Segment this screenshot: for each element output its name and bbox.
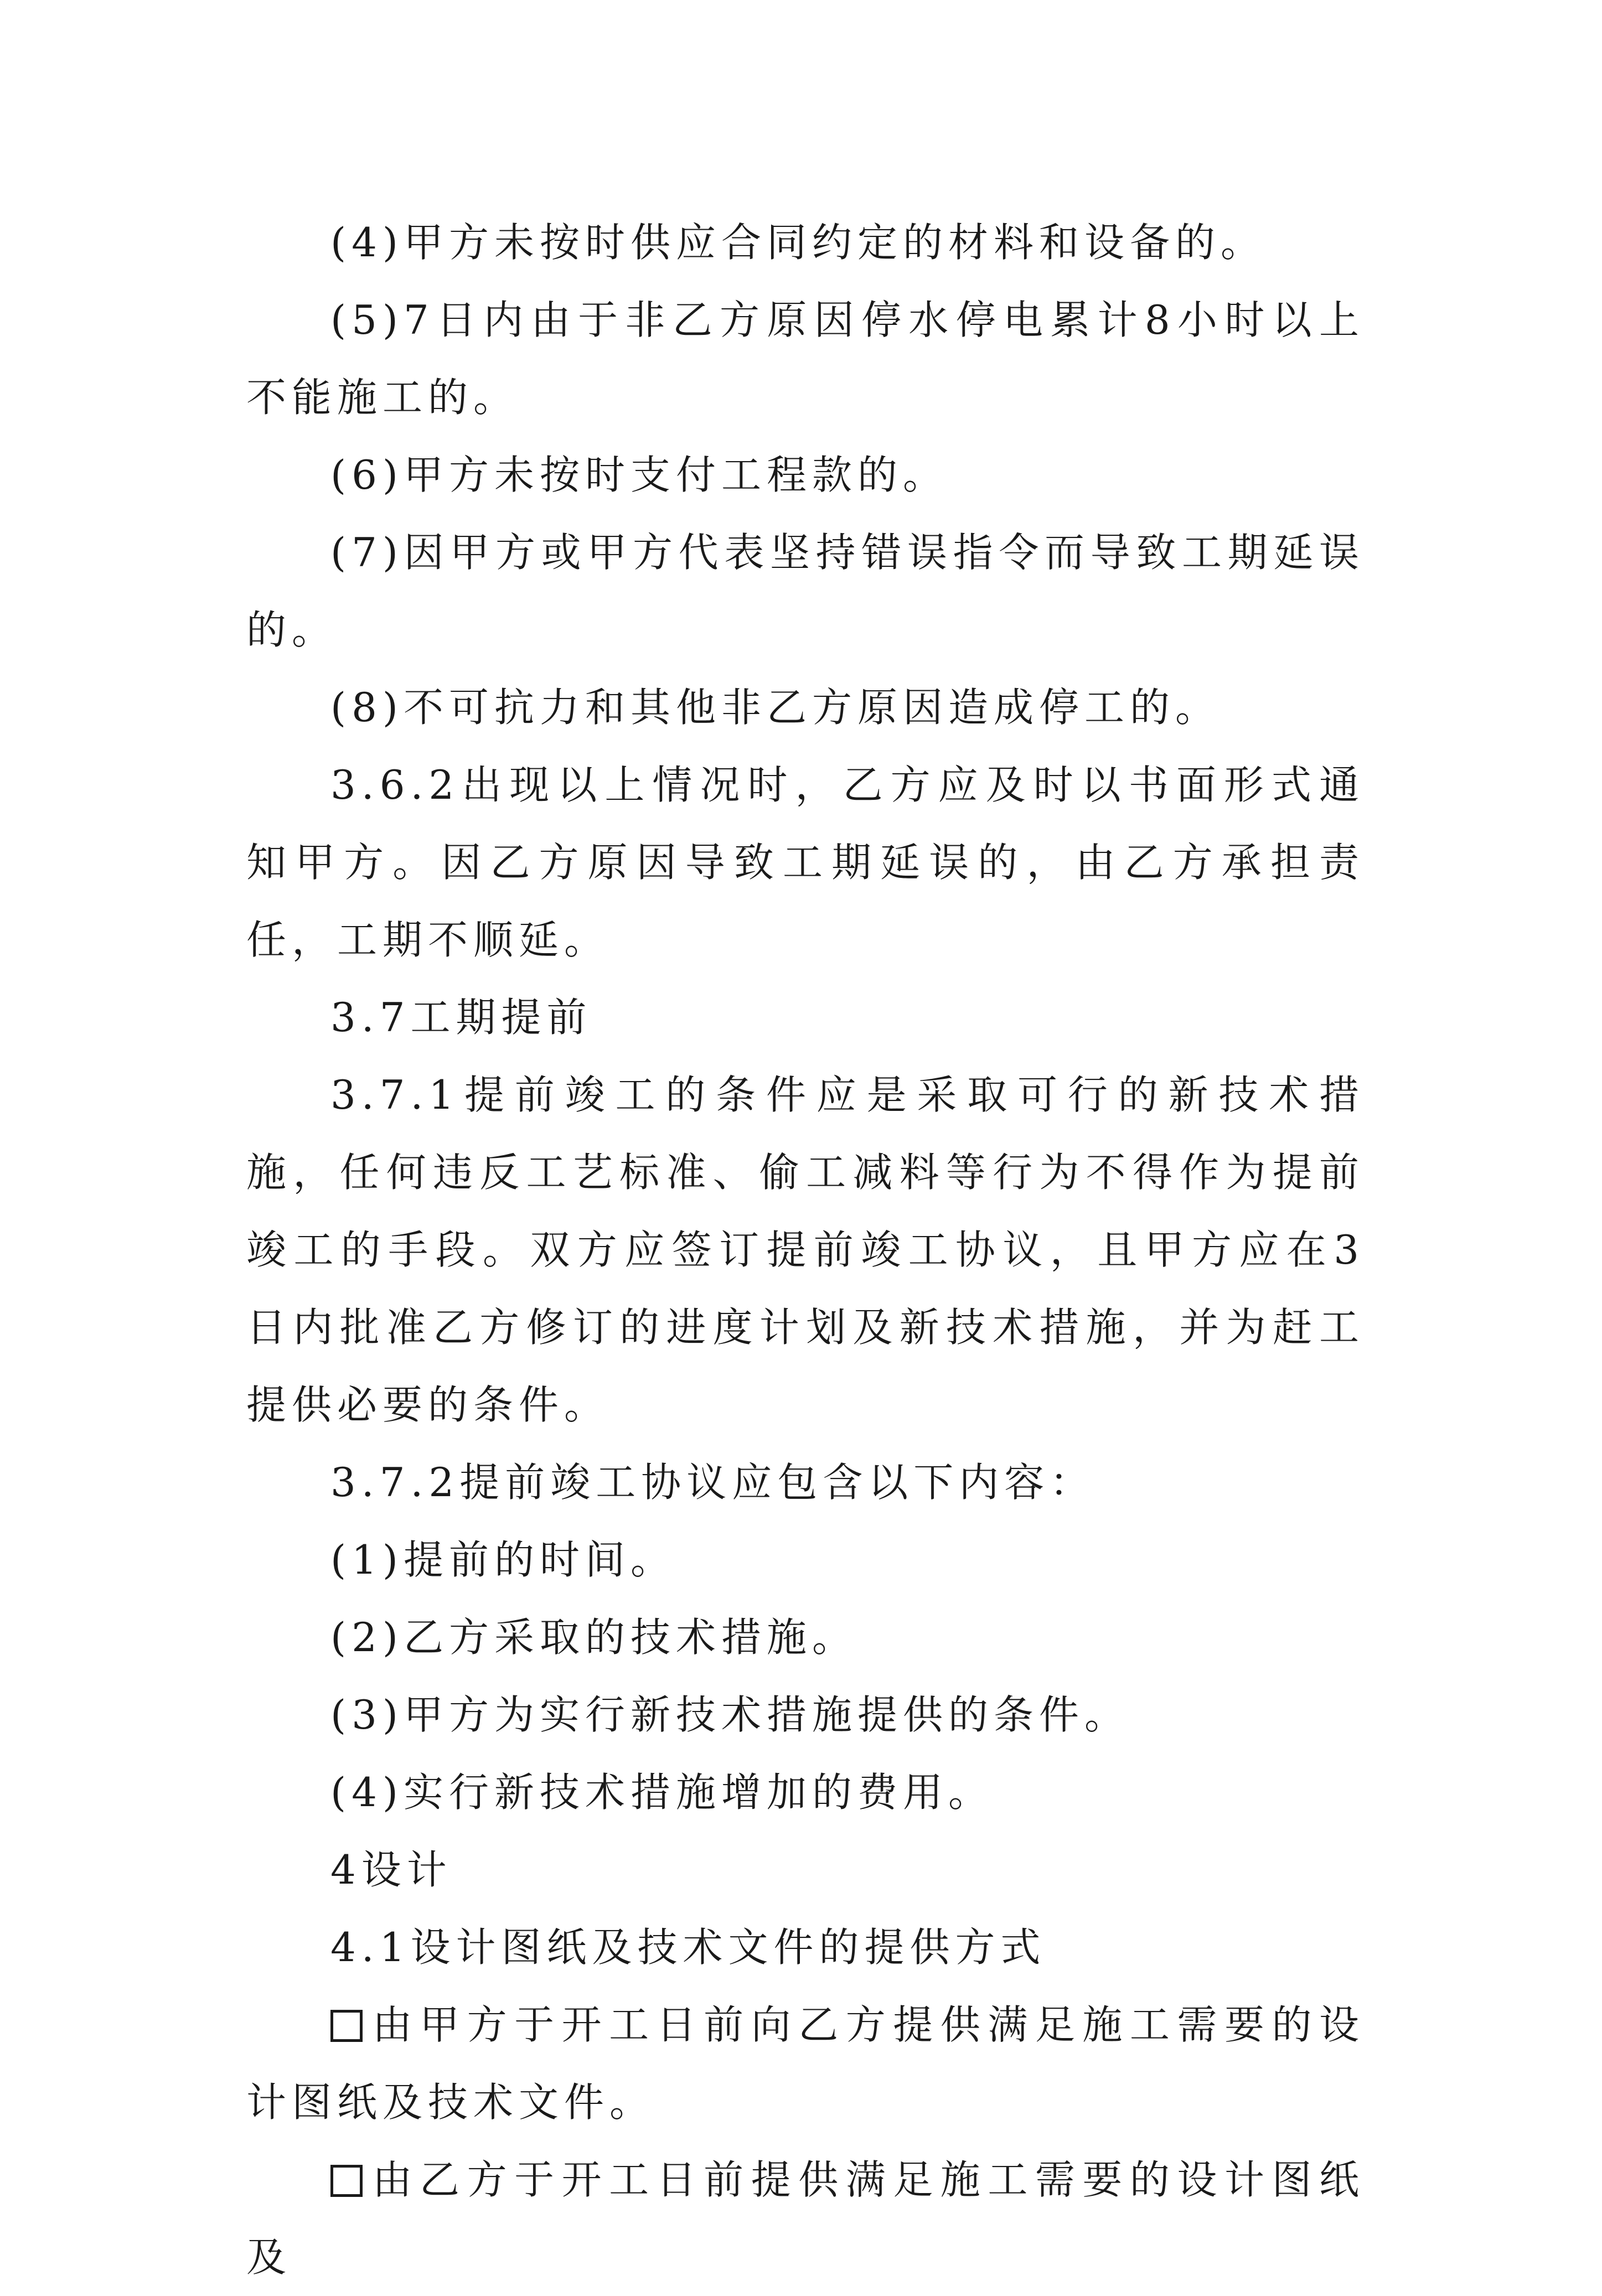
paragraph-3-7-2: 3.7.2提前竣工协议应包含以下内容： [330,1459,1095,1506]
section-heading-4: 4设计 [330,1847,452,1893]
paragraph-item-4-material-supply: (4)甲方未按时供应合同约定的材料和设备的。 [330,219,1266,266]
paragraph-item-8-force-majeure: (8)不可抗力和其他非乙方原因造成停工的。 [330,684,1221,731]
option-party-a-provides: 由甲方于开工日前向乙方提供满足施工需要的设计图纸及技术文件。 [246,2002,1365,2126]
section-heading-3-7: 3.7工期提前 [330,994,592,1041]
option-party-b-provides: 由乙方于开工日前提供满足施工需要的设计图纸及 [246,2157,1365,2281]
checkbox-icon[interactable] [330,2010,363,2042]
paragraph-list-item-2: (2)乙方采取的技术措施。 [330,1614,857,1661]
paragraph-item-7-wrong-instruction: (7)因甲方或甲方代表坚持错误指令而导致工期延误的。 [246,529,1365,653]
paragraph-list-item-3: (3)甲方为实行新技术措施提供的条件。 [330,1692,1130,1738]
paragraph-list-item-1: (1)提前的时间。 [330,1537,676,1583]
paragraph-item-6-payment: (6)甲方未按时支付工程款的。 [330,452,948,498]
paragraph-3-6-2: 3.6.2出现以上情况时，乙方应及时以书面形式通知甲方。因乙方原因导致工期延误的，由乙方承担责任，工期不顺延。 [246,762,1365,963]
section-heading-4-1: 4.1设计图纸及技术文件的提供方式 [330,1924,1046,1971]
paragraph-item-5-power-outage: (5)7日内由于非乙方原因停水停电累计8小时以上不能施工的。 [246,297,1365,421]
paragraph-3-7-1: 3.7.1提前竣工的条件应是采取可行的新技术措施，任何违反工艺标准、偷工减料等行为不得作为提前竣工的手段。双方应签订提前竣工协议，且甲方应在3日内批准乙方修订的进度计划及新技术措施，并为赶工提供必要的条件。 [246,1072,1365,1428]
document-body [246,204,1365,2296]
checkbox-icon[interactable] [330,2165,363,2197]
paragraph-list-item-4: (4)实行新技术措施增加的费用。 [330,1769,994,1816]
